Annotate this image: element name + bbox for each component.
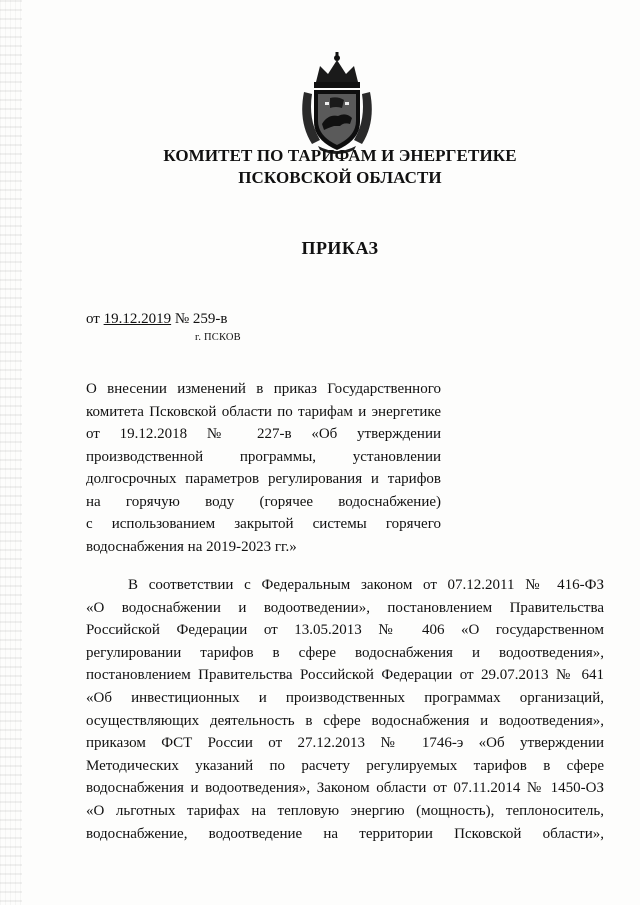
subject-line: долгосрочных параметров регулирования и тарифов	[86, 471, 441, 487]
order-subject	[86, 378, 441, 558]
order-body-text	[86, 574, 604, 845]
body-line: «Об инвестиционных и производственных программах организаций,	[86, 689, 604, 706]
subject-line: на горячую воду (горячее водоснабжение)	[86, 493, 441, 510]
date-prefix: от	[86, 311, 100, 327]
city-label: г. ПСКОВ	[195, 332, 241, 343]
body-line: Методических указаний по расчету регулируемых тарифов в сфере	[86, 757, 604, 774]
body-line: водоснабжение, водоотведение на территории Псковской области»,	[86, 825, 604, 842]
subject-line: О внесении изменений в приказ Государственного	[86, 381, 441, 397]
document-type-title: ПРИКАЗ	[301, 238, 379, 258]
organization-name-line1: КОМИТЕТ ПО ТАРИФАМ И ЭНЕРГЕТИКЕ	[163, 146, 517, 165]
body-line: осуществляющих деятельность в сфере водоснабжения и водоотведения»,	[86, 712, 604, 729]
body-line: В соответствии с Федеральным законом от 07.12.2011 № 416-ФЗ	[128, 577, 604, 593]
order-number: № 259-в	[174, 311, 228, 327]
scan-edge-artifact	[0, 0, 22, 905]
body-line: «О льготных тарифах на тепловую энергию (мощность), теплоноситель,	[86, 802, 604, 819]
body-line: «О водоснабжении и водоотведении», постановлением Правительства	[86, 599, 604, 616]
order-date-number	[86, 311, 228, 328]
subject-line: с использованием закрытой системы горячего	[86, 516, 441, 532]
subject-line: от 19.12.2018 № 227-в «Об утверждении	[86, 426, 441, 442]
order-date: 19.12.2019	[103, 311, 172, 327]
body-line: водоснабжения и водоотведения», Законом области от 07.11.2014 № 1450-ОЗ	[86, 780, 604, 797]
body-line: приказом ФСТ России от 27.12.2013 № 1746-э «Об утверждении	[86, 735, 604, 752]
subject-line: производственной программы, установлении	[86, 448, 441, 465]
body-line: постановлением Правительства Российской Федерации от 29.07.2013 № 641	[86, 667, 604, 684]
organization-name-line2: ПСКОВСКОЙ ОБЛАСТИ	[238, 168, 442, 187]
coat-of-arms-emblem	[294, 52, 380, 154]
body-line: Российской Федерации от 13.05.2013 № 406 «О государственном	[86, 622, 604, 639]
subject-line: комитета Псковской области по тарифам и энергетике	[86, 403, 441, 420]
subject-line: водоснабжения на 2019-2023 гг.»	[86, 538, 297, 555]
body-line: регулировании тарифов в сфере водоснабжения и водоотведения»,	[86, 644, 604, 661]
